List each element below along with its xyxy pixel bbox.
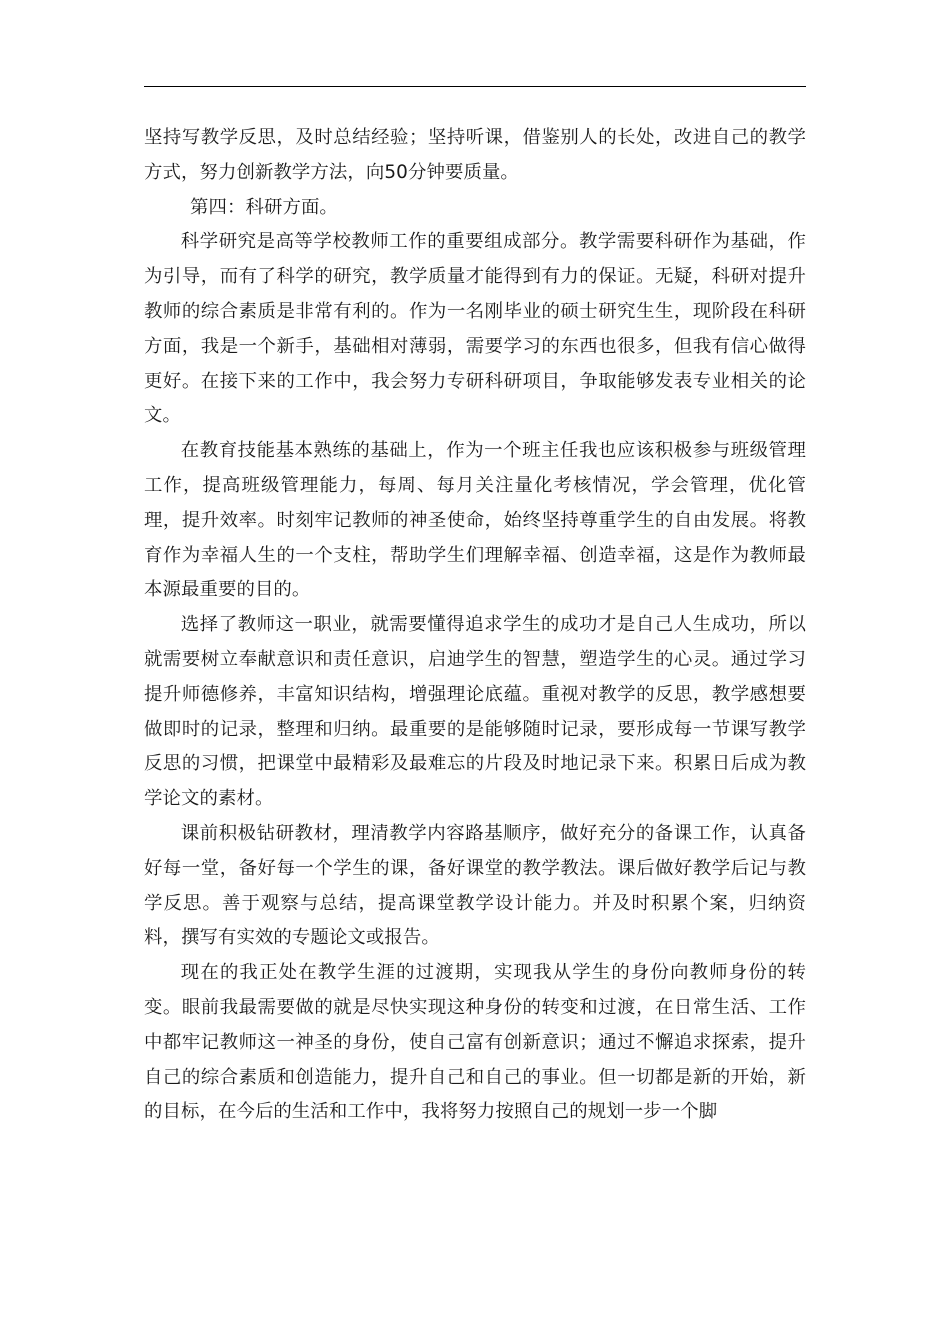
document-body	[144, 121, 806, 1130]
section-heading: 第四：科研方面。	[190, 196, 338, 218]
paragraph-teacher-career: 选择了教师这一职业，就需要懂得追求学生的成功才是自己人生成功，所以就需要树立奉献意识和责任意识，启迪学生的智慧，塑造学生的心灵。通过学习提升师德修养，丰富知识结构，增强理论底蕴。重视对教学的反思，教学感想要做即时的记录，整理和归纳。最重要的是能够随时记录，要形成每一节课写教学反思的习惯，把课堂中最精彩及最难忘的片段及时地记录下来。积累日后成为教学论文的素材。	[144, 614, 806, 810]
header-rule	[144, 86, 806, 87]
paragraph-research: 科学研究是高等学校教师工作的重要组成部分。教学需要科研作为基础，作为引导，而有了科学的研究，教学质量才能得到有力的保证。无疑，科研对提升教师的综合素质是非常有利的。作为一名刚毕业的硕士研究生生，现阶段在科研方面，我是一个新手，基础相对薄弱，需要学习的东西也很多，但我有信心做得更好。在接下来的工作中，我会努力专研科研项目，争取能够发表专业相关的论文。	[144, 231, 806, 427]
paragraph-lesson-prep: 课前积极钻研教材，理清教学内容路基顺序，做好充分的备课工作，认真备好每一堂，备好每一个学生的课，备好课堂的教学教法。课后做好教学后记与教学反思。善于观察与总结，提高课堂教学设计能力。并及时积累个案，归纳资料，撰写有实效的专题论文或报告。	[144, 822, 806, 949]
paragraph-class-management: 在教育技能基本熟练的基础上，作为一个班主任我也应该积极参与班级管理工作，提高班级管理能力，每周、每月关注量化考核情况，学会管理，优化管理，提升效率。时刻牢记教师的神圣使命，始终坚持尊重学生的自由发展。将教育作为幸福人生的一个支柱，帮助学生们理解幸福、创造幸福，这是作为教师最本源最重要的目的。	[144, 440, 806, 601]
paragraph-continuation: 坚持写教学反思，及时总结经验；坚持听课，借鉴别人的长处，改进自己的教学方式，努力创新教学方法，向50分钟要质量。	[144, 127, 806, 183]
paragraph-transition: 现在的我正处在教学生涯的过渡期，实现我从学生的身份向教师身份的转变。眼前我最需要做的就是尽快实现这种身份的转变和过渡，在日常生活、工作中都牢记教师这一神圣的身份，使自己富有创新意识；通过不懈追求探索，提升自己的综合素质和创造能力，提升自己和自己的事业。但一切都是新的开始，新的目标，在今后的生活和工作中，我将努力按照自己的规划一步一个脚	[144, 962, 806, 1123]
